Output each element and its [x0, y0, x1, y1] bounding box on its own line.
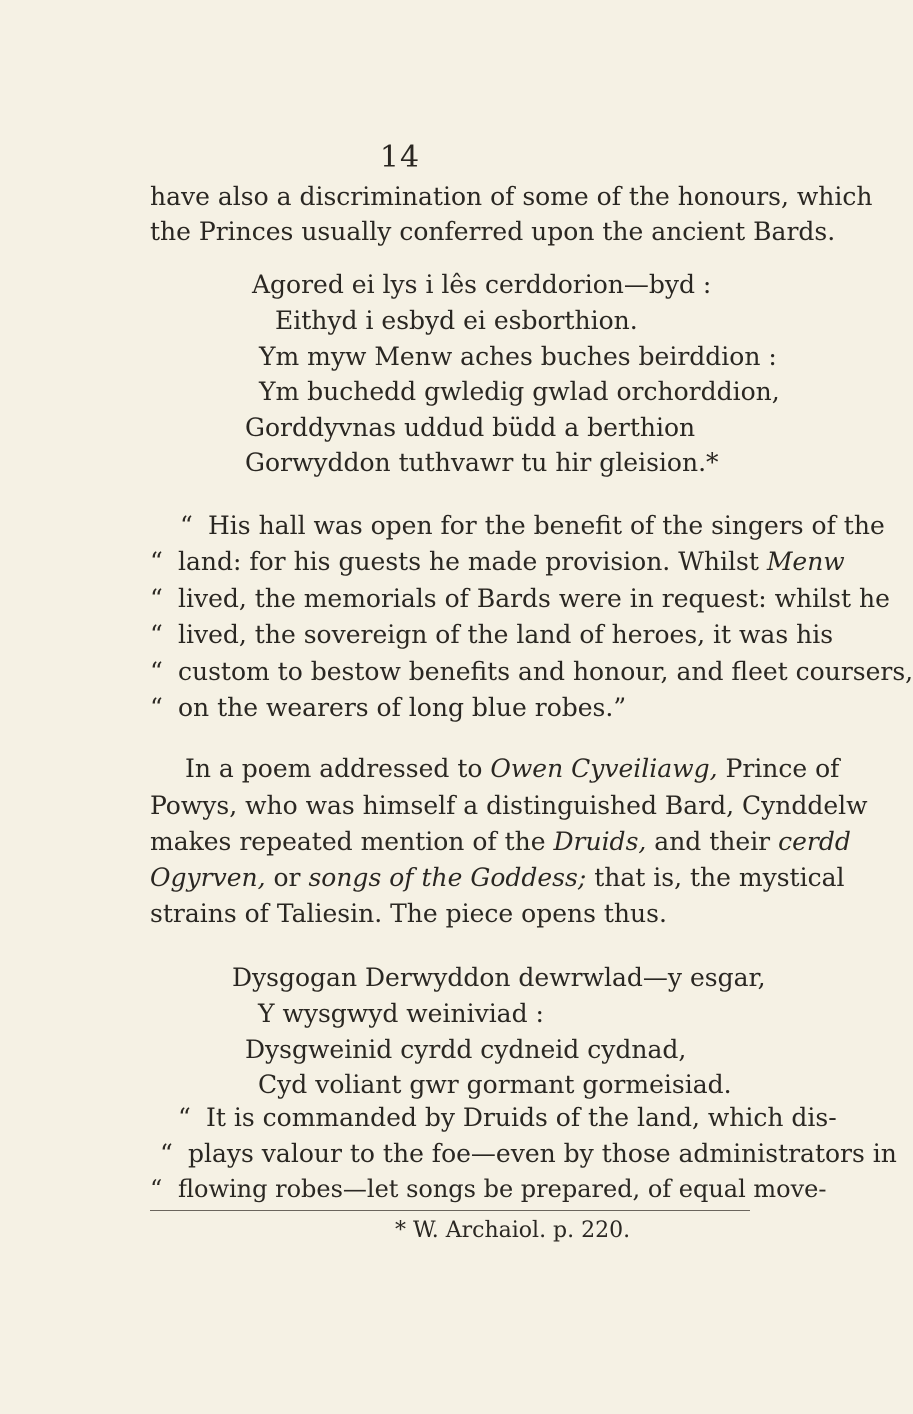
verse-line: Dysgweinid cyrdd cydneid cydnad,: [245, 1035, 687, 1064]
verse-line: Cyd voliant gwr gormant gormeisiad.: [258, 1070, 732, 1099]
verse-line: Y wysgwyd weiniviad :: [258, 999, 544, 1028]
verse-line: Gorddyvnas uddud büdd a berthion: [245, 413, 696, 442]
verse-line: Ym buchedd gwledig gwlad orchorddion,: [259, 377, 780, 406]
quote-line: “ His hall was open for the benefit of the singers of the: [180, 511, 885, 540]
footnote-rule: [150, 1210, 750, 1211]
intro-line: the Princes usually conferred upon the ancient Bards.: [150, 217, 836, 246]
verse-line: Ym myw Menw aches buches beirddion :: [259, 342, 777, 371]
paragraph-line: In a poem addressed to Owen Cyveiliawg, Prince of: [185, 754, 840, 783]
verse-line: Gorwyddon tuthvawr tu hir gleision.*: [245, 448, 719, 477]
quote-line: “ flowing robes—let songs be prepared, of equal move-: [150, 1175, 827, 1203]
verse-line: Dysgogan Derwyddon dewrwlad—y esgar,: [232, 963, 766, 992]
paragraph-line: makes repeated mention of the Druids, and their cerdd: [150, 827, 851, 856]
footnote: * W. Archaiol. p. 220.: [395, 1218, 631, 1243]
verse-line: Agored ei lys i lês cerddorion—byd :: [252, 270, 712, 299]
quote-line: “ custom to bestow benefits and honour, and fleet coursers,: [150, 657, 913, 686]
quote-line: “ on the wearers of long blue robes.”: [150, 693, 627, 722]
paragraph-line: Powys, who was himself a distinguished Bard, Cynddelw: [150, 791, 868, 820]
verse-line: Eithyd i esbyd ei esborthion.: [275, 306, 638, 335]
page-number: 14: [379, 140, 421, 175]
quote-line: “ lived, the memorials of Bards were in request: whilst he: [150, 584, 890, 613]
quote-line: “ plays valour to the foe—even by those administrators in: [160, 1139, 897, 1168]
paragraph-line: Ogyrven, or songs of the Goddess; that is, the mystical: [150, 863, 845, 892]
intro-line: have also a discrimination of some of the honours, which: [150, 182, 873, 211]
paragraph-line: strains of Taliesin. The piece opens thus.: [150, 899, 667, 928]
quote-line: “ It is commanded by Druids of the land, which dis-: [178, 1103, 837, 1132]
quote-line: “ land: for his guests he made provision. Whilst Menw: [150, 547, 845, 576]
quote-line: “ lived, the sovereign of the land of heroes, it was his: [150, 620, 834, 649]
